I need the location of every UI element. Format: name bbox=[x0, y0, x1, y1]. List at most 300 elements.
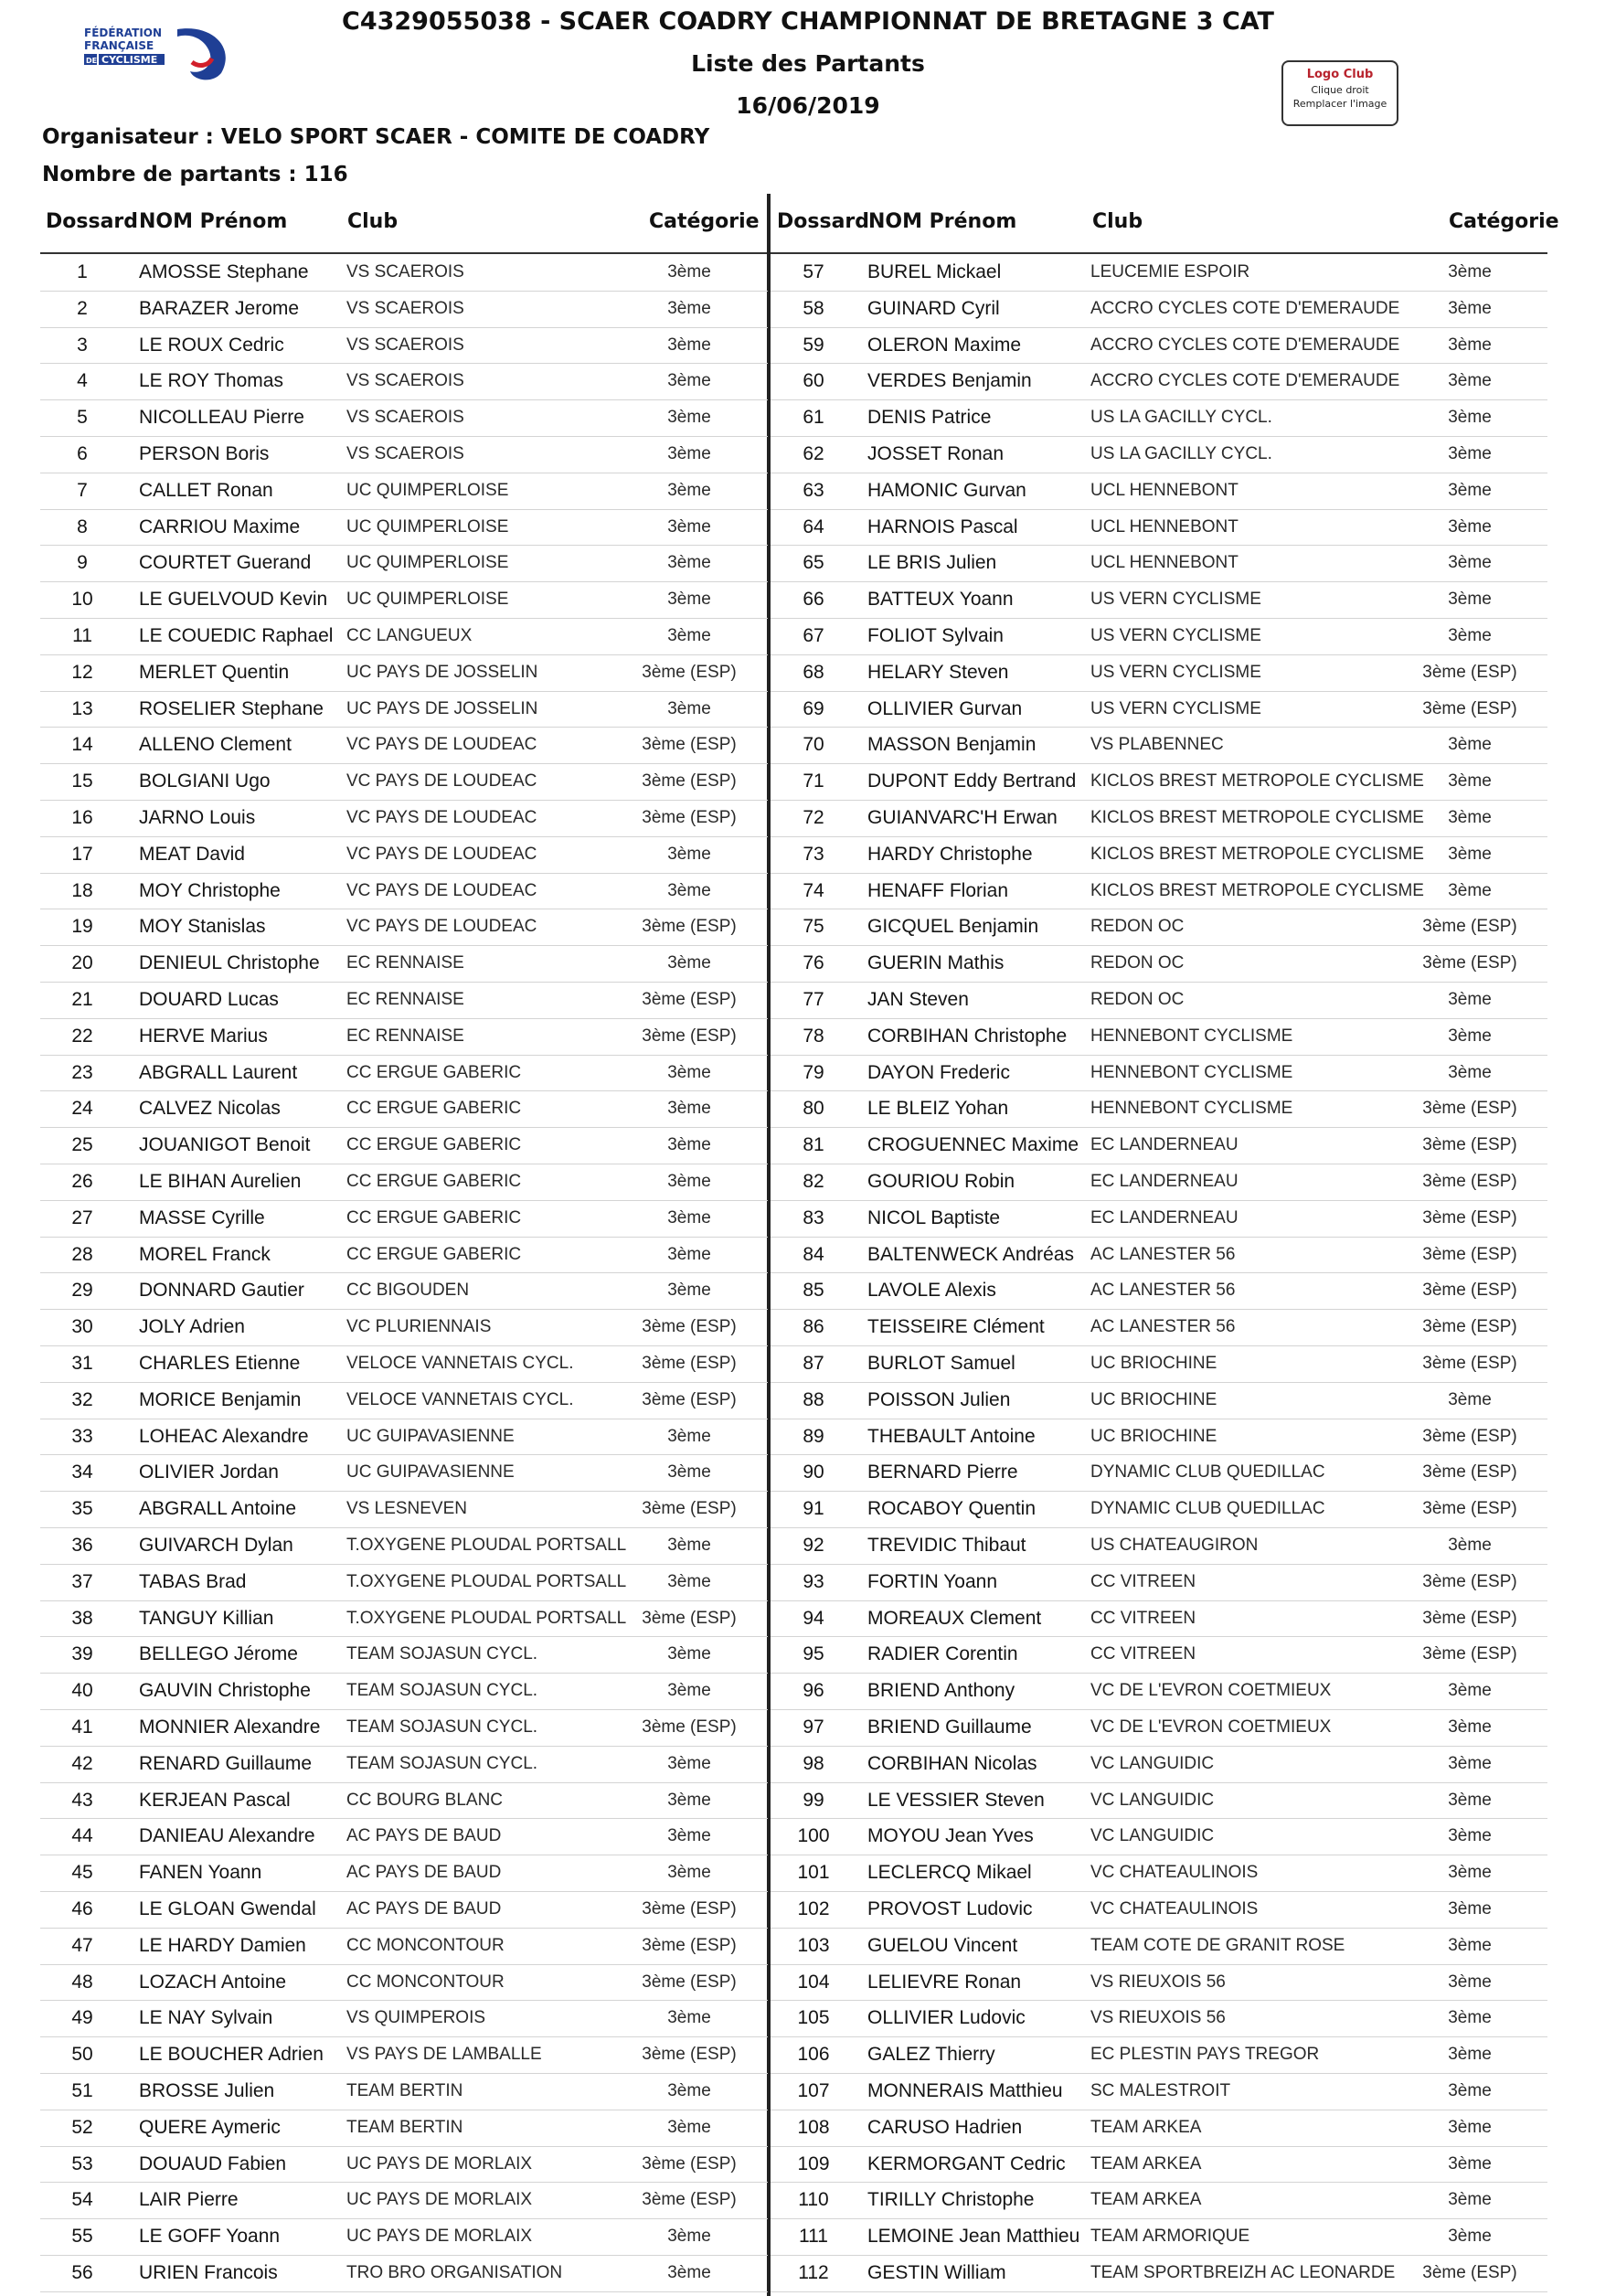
participant-row bbox=[771, 2036, 1547, 2074]
dossard-number: 91 bbox=[803, 1498, 824, 1520]
participant-club: AC LANESTER 56 bbox=[1090, 1244, 1236, 1264]
participant-club: T.OXYGENE PLOUDAL PORTSALL bbox=[346, 1571, 627, 1591]
dossard-number: 32 bbox=[71, 1388, 93, 1410]
dossard-number: 90 bbox=[803, 1462, 824, 1483]
dossard-number: 5 bbox=[77, 407, 88, 429]
participant-category: 3ème (ESP) bbox=[642, 1608, 737, 1628]
dossard-number: 34 bbox=[71, 1462, 93, 1483]
participant-category: 3ème (ESP) bbox=[642, 2190, 737, 2210]
participant-name: GICQUEL Benjamin bbox=[867, 916, 1039, 938]
dossard-number: 80 bbox=[803, 1098, 824, 1120]
participant-name: LELIEVRE Ronan bbox=[867, 1971, 1022, 1993]
participant-club: CC ERGUE GABERIC bbox=[346, 1135, 522, 1155]
participant-name: JARNO Louis bbox=[139, 807, 256, 828]
participant-row bbox=[40, 1382, 768, 1419]
participant-category: 3ème (ESP) bbox=[1422, 662, 1517, 682]
participant-category: 3ème bbox=[667, 1863, 711, 1883]
participant-category: 3ème (ESP) bbox=[1422, 1281, 1517, 1301]
participant-name: BELLEGO Jérome bbox=[139, 1643, 298, 1665]
participant-category: 3ème (ESP) bbox=[1422, 698, 1517, 718]
participant-club: VC PAYS DE LOUDEAC bbox=[346, 880, 537, 900]
participant-row bbox=[771, 727, 1547, 764]
svg-text:FÉDÉRATION: FÉDÉRATION bbox=[84, 27, 163, 39]
participant-row bbox=[40, 1491, 768, 1528]
participant-name: MERLET Quentin bbox=[139, 661, 290, 683]
dossard-number: 103 bbox=[797, 1934, 830, 1956]
participant-category: 3ème bbox=[1448, 1790, 1492, 1810]
participant-club: REDON OC bbox=[1090, 953, 1185, 973]
participant-name: LE BRIS Julien bbox=[867, 552, 997, 574]
participant-club: CC BIGOUDEN bbox=[346, 1281, 470, 1301]
participant-name: VERDES Benjamin bbox=[867, 370, 1032, 392]
participant-category: 3ème bbox=[1448, 262, 1492, 282]
participant-category: 3ème bbox=[667, 298, 711, 318]
participant-category: 3ème bbox=[1448, 808, 1492, 827]
participant-count: Nombre de partants : 116 bbox=[42, 163, 348, 186]
participant-club: TRO BRO ORGANISATION bbox=[346, 2263, 563, 2282]
participant-name: CORBIHAN Nicolas bbox=[867, 1752, 1037, 1774]
participant-category: 3ème (ESP) bbox=[642, 1899, 737, 1919]
dossard-number: 48 bbox=[71, 1971, 93, 1993]
participant-name: PROVOST Ludovic bbox=[867, 1898, 1033, 1919]
participant-club: UC PAYS DE MORLAIX bbox=[346, 2190, 533, 2210]
participant-club: CC ERGUE GABERIC bbox=[346, 1244, 522, 1264]
participant-category: 3ème bbox=[1448, 1826, 1492, 1846]
header-nom: NOM Prénom bbox=[139, 210, 288, 233]
participant-category: 3ème bbox=[1448, 2008, 1492, 2028]
participant-name: DONNARD Gautier bbox=[139, 1280, 304, 1302]
dossard-number: 19 bbox=[71, 916, 93, 938]
participant-club: CC LANGUEUX bbox=[346, 626, 473, 645]
dossard-number: 65 bbox=[803, 552, 824, 574]
participant-row bbox=[771, 1237, 1547, 1274]
participant-name: QUERE Aymeric bbox=[139, 2116, 281, 2138]
participant-name: AMOSSE Stephane bbox=[139, 261, 309, 282]
participant-row bbox=[40, 1818, 768, 1855]
participant-row bbox=[40, 1018, 768, 1056]
participant-name: CALVEZ Nicolas bbox=[139, 1098, 281, 1120]
participant-category: 3ème (ESP) bbox=[1422, 1135, 1517, 1155]
participant-name: CARRIOU Maxime bbox=[139, 516, 301, 537]
participant-row bbox=[40, 654, 768, 692]
dossard-number: 25 bbox=[71, 1134, 93, 1156]
participant-club: TEAM COTE DE GRANIT ROSE bbox=[1090, 1935, 1345, 1955]
participant-row bbox=[771, 1600, 1547, 1638]
dossard-number: 35 bbox=[71, 1498, 93, 1520]
dossard-number: 76 bbox=[803, 952, 824, 974]
participant-category: 3ème (ESP) bbox=[1422, 1462, 1517, 1483]
participant-name: FORTIN Yoann bbox=[867, 1570, 998, 1592]
participant-category: 3ème bbox=[1448, 1972, 1492, 1992]
participant-row bbox=[771, 436, 1547, 473]
participant-club: TEAM BERTIN bbox=[346, 2117, 463, 2137]
participant-category: 3ème bbox=[667, 1172, 711, 1191]
participant-name: HENAFF Florian bbox=[867, 879, 1009, 901]
participant-row bbox=[40, 836, 768, 874]
participant-name: ABGRALL Antoine bbox=[139, 1498, 296, 1520]
participant-row bbox=[40, 691, 768, 728]
dossard-number: 27 bbox=[71, 1206, 93, 1228]
participant-name: OLIVIER Jordan bbox=[139, 1462, 279, 1483]
dossard-number: 106 bbox=[797, 2044, 830, 2066]
participant-club: UC BRIOCHINE bbox=[1090, 1426, 1217, 1446]
participant-club: DYNAMIC CLUB QUEDILLAC bbox=[1090, 1462, 1325, 1483]
dossard-number: 31 bbox=[71, 1353, 93, 1374]
header-dossard: Dossard bbox=[777, 210, 870, 233]
participant-club: TEAM SOJASUN CYCL. bbox=[346, 1644, 538, 1664]
participant-row bbox=[40, 581, 768, 619]
participant-club: VC PAYS DE LOUDEAC bbox=[346, 917, 537, 937]
dossard-number: 6 bbox=[77, 443, 88, 464]
participant-club: CC VITREEN bbox=[1090, 1608, 1196, 1628]
participant-row bbox=[771, 1673, 1547, 1710]
participant-name: BRIEND Guillaume bbox=[867, 1717, 1032, 1738]
participant-club: VS PAYS DE LAMBALLE bbox=[346, 2045, 542, 2065]
participant-club: KICLOS BREST METROPOLE CYCLISME bbox=[1090, 771, 1424, 792]
participant-name: HAMONIC Gurvan bbox=[867, 479, 1026, 501]
participant-category: 3ème bbox=[667, 2117, 711, 2137]
participant-category: 3ème (ESP) bbox=[1422, 953, 1517, 973]
participant-category: 3ème bbox=[667, 626, 711, 645]
dossard-number: 26 bbox=[71, 1171, 93, 1192]
dossard-number: 18 bbox=[71, 879, 93, 901]
participant-row bbox=[40, 618, 768, 655]
participant-category: 3ème (ESP) bbox=[642, 1717, 737, 1737]
participant-name: DENIS Patrice bbox=[867, 407, 992, 429]
participant-name: MONNIER Alexandre bbox=[139, 1717, 321, 1738]
participant-name: TABAS Brad bbox=[139, 1570, 247, 1592]
participant-category: 3ème bbox=[1448, 590, 1492, 610]
dossard-number: 20 bbox=[71, 952, 93, 974]
dossard-number: 81 bbox=[803, 1134, 824, 1156]
participant-club: UCL HENNEBONT bbox=[1090, 516, 1239, 537]
dossard-number: 86 bbox=[803, 1316, 824, 1338]
participant-row bbox=[771, 1928, 1547, 1965]
participant-row bbox=[40, 727, 768, 764]
participant-row bbox=[40, 909, 768, 946]
dossard-number: 37 bbox=[71, 1570, 93, 1592]
participant-category: 3ème bbox=[667, 1790, 711, 1810]
dossard-number: 88 bbox=[803, 1388, 824, 1410]
participant-category: 3ème bbox=[667, 553, 711, 573]
participant-category: 3ème bbox=[1448, 880, 1492, 900]
participant-row bbox=[771, 836, 1547, 874]
participant-category: 3ème bbox=[667, 1099, 711, 1119]
participant-club: UC GUIPAVASIENNE bbox=[346, 1426, 515, 1446]
dossard-number: 41 bbox=[71, 1717, 93, 1738]
participant-club: TEAM SPORTBREIZH AC LEONARDE bbox=[1090, 2263, 1396, 2282]
participant-row bbox=[40, 1419, 768, 1456]
participant-row bbox=[771, 1891, 1547, 1929]
participant-category: 3ème (ESP) bbox=[1422, 2263, 1517, 2282]
participant-name: GUERIN Mathis bbox=[867, 952, 1005, 974]
participant-category: 3ème bbox=[1448, 771, 1492, 792]
dossard-number: 38 bbox=[71, 1607, 93, 1629]
participant-category: 3ème (ESP) bbox=[1422, 1244, 1517, 1264]
dossard-number: 44 bbox=[71, 1825, 93, 1847]
participant-category: 3ème bbox=[667, 1426, 711, 1446]
participant-row bbox=[771, 399, 1547, 437]
participant-row bbox=[771, 1018, 1547, 1056]
participant-row bbox=[40, 1964, 768, 2002]
participant-name: LE VESSIER Steven bbox=[867, 1789, 1045, 1811]
participant-category: 3ème bbox=[1448, 2045, 1492, 2065]
participant-name: CROGUENNEC Maxime bbox=[867, 1134, 1079, 1156]
participant-category: 3ème (ESP) bbox=[1422, 1571, 1517, 1591]
dossard-number: 108 bbox=[797, 2116, 830, 2138]
participant-name: CHARLES Etienne bbox=[139, 1353, 301, 1374]
participant-row bbox=[771, 1564, 1547, 1601]
participant-category: 3ème (ESP) bbox=[1422, 1426, 1517, 1446]
participant-name: BRIEND Anthony bbox=[867, 1680, 1015, 1702]
participant-name: COURTET Guerand bbox=[139, 552, 312, 574]
dossard-number: 78 bbox=[803, 1025, 824, 1047]
participant-row bbox=[771, 1164, 1547, 1201]
participant-category: 3ème bbox=[667, 335, 711, 355]
participant-name: BURLOT Samuel bbox=[867, 1353, 1015, 1374]
dossard-number: 77 bbox=[803, 989, 824, 1010]
participant-row bbox=[40, 1200, 768, 1238]
participant-club: AC LANESTER 56 bbox=[1090, 1281, 1236, 1301]
participant-name: ROSELIER Stephane bbox=[139, 697, 324, 719]
participant-category: 3ème bbox=[1448, 1681, 1492, 1701]
dossard-number: 51 bbox=[71, 2080, 93, 2101]
participant-category: 3ème bbox=[1448, 1753, 1492, 1773]
participant-category: 3ème (ESP) bbox=[1422, 1499, 1517, 1519]
participant-category: 3ème bbox=[667, 371, 711, 391]
participant-category: 3ème bbox=[667, 1536, 711, 1555]
participant-name: LE GUELVOUD Kevin bbox=[139, 589, 328, 611]
participant-category: 3ème bbox=[1448, 553, 1492, 573]
dossard-number: 109 bbox=[797, 2152, 830, 2174]
participant-name: DUPONT Eddy Bertrand bbox=[867, 771, 1077, 792]
dossard-number: 95 bbox=[803, 1643, 824, 1665]
participant-row bbox=[771, 763, 1547, 801]
participant-category: 3ème bbox=[667, 2263, 711, 2282]
participant-row bbox=[771, 2218, 1547, 2256]
participant-row bbox=[40, 545, 768, 582]
participant-club: UC BRIOCHINE bbox=[1090, 1354, 1217, 1373]
dossard-number: 11 bbox=[72, 625, 92, 646]
participant-name: LE ROY Thomas bbox=[139, 370, 283, 392]
participant-club: TEAM SOJASUN CYCL. bbox=[346, 1681, 538, 1701]
participant-club: US VERN CYCLISME bbox=[1090, 626, 1261, 645]
participant-club: VS QUIMPEROIS bbox=[346, 2008, 486, 2028]
participant-category: 3ème (ESP) bbox=[642, 917, 737, 937]
dossard-number: 46 bbox=[71, 1898, 93, 1919]
federation-logo-graphic bbox=[75, 20, 239, 86]
participant-row bbox=[40, 1636, 768, 1674]
participant-category: 3ème bbox=[1448, 298, 1492, 318]
participant-club: VC LANGUIDIC bbox=[1090, 1753, 1215, 1773]
participant-club: VC CHATEAULINOIS bbox=[1090, 1863, 1259, 1883]
participant-name: BATTEUX Yoann bbox=[867, 589, 1014, 611]
participant-name: OLERON Maxime bbox=[867, 334, 1022, 356]
participant-row bbox=[40, 1309, 768, 1346]
participant-row bbox=[40, 1345, 768, 1383]
participant-club: VC PAYS DE LOUDEAC bbox=[346, 844, 537, 864]
dossard-number: 14 bbox=[71, 734, 93, 756]
participant-category: 3ème bbox=[667, 1244, 711, 1264]
participant-category: 3ème bbox=[667, 1644, 711, 1664]
participant-club: UC GUIPAVASIENNE bbox=[346, 1462, 515, 1483]
svg-text:CYCLISME: CYCLISME bbox=[101, 54, 158, 66]
participant-category: 3ème (ESP) bbox=[1422, 1207, 1517, 1228]
participant-name: HARNOIS Pascal bbox=[867, 516, 1018, 537]
dossard-number: 105 bbox=[797, 2007, 830, 2029]
participant-category: 3ème (ESP) bbox=[642, 990, 737, 1009]
dossard-number: 67 bbox=[803, 625, 824, 646]
participant-club: ACCRO CYCLES COTE D'EMERAUDE bbox=[1090, 298, 1400, 318]
participant-category: 3ème bbox=[1448, 1062, 1492, 1082]
participant-name: OLLIVIER Gurvan bbox=[867, 697, 1023, 719]
participant-category: 3ème (ESP) bbox=[642, 771, 737, 792]
participant-category: 3ème bbox=[667, 698, 711, 718]
dossard-number: 4 bbox=[77, 370, 88, 392]
participant-category: 3ème (ESP) bbox=[1422, 1644, 1517, 1664]
participant-name: LE GOFF Yoann bbox=[139, 2226, 281, 2248]
participant-row bbox=[40, 2182, 768, 2219]
dossard-number: 62 bbox=[803, 443, 824, 464]
participant-category: 3ème (ESP) bbox=[642, 1972, 737, 1992]
participant-category: 3ème bbox=[1448, 2227, 1492, 2247]
participant-club: TEAM BERTIN bbox=[346, 2081, 463, 2100]
participant-club: TEAM ARMORIQUE bbox=[1090, 2227, 1250, 2247]
participant-club: HENNEBONT CYCLISME bbox=[1090, 1026, 1293, 1046]
participant-row bbox=[771, 509, 1547, 547]
participant-row bbox=[771, 1746, 1547, 1783]
dossard-number: 60 bbox=[803, 370, 824, 392]
participant-row bbox=[40, 509, 768, 547]
participant-category: 3ème bbox=[667, 408, 711, 428]
dossard-number: 104 bbox=[797, 1971, 830, 1993]
dossard-number: 93 bbox=[803, 1570, 824, 1592]
participant-club: EC PLESTIN PAYS TREGOR bbox=[1090, 2045, 1320, 2065]
participant-row bbox=[40, 2073, 768, 2110]
dossard-number: 1 bbox=[77, 261, 88, 282]
participant-row bbox=[771, 1855, 1547, 1892]
participant-row bbox=[771, 1964, 1547, 2002]
dossard-number: 72 bbox=[803, 807, 824, 828]
dossard-number: 69 bbox=[803, 697, 824, 719]
dossard-number: 50 bbox=[71, 2044, 93, 2066]
participant-name: TANGUY Killian bbox=[139, 1607, 274, 1629]
participant-row bbox=[40, 254, 768, 292]
dossard-number: 43 bbox=[71, 1789, 93, 1811]
participant-category: 3ème bbox=[1448, 371, 1492, 391]
participant-name: BUREL Mickael bbox=[867, 261, 1002, 282]
participant-category: 3ème bbox=[667, 1826, 711, 1846]
dossard-number: 110 bbox=[798, 2189, 829, 2211]
participant-club: T.OXYGENE PLOUDAL PORTSALL bbox=[346, 1536, 627, 1555]
participant-name: GAUVIN Christophe bbox=[139, 1680, 311, 1702]
participant-name: LE NAY Sylvain bbox=[139, 2007, 273, 2029]
participant-club: VC CHATEAULINOIS bbox=[1090, 1899, 1259, 1919]
header-club: Club bbox=[347, 210, 399, 233]
dossard-number: 61 bbox=[803, 407, 824, 429]
participant-name: JOUANIGOT Benoit bbox=[139, 1134, 311, 1156]
dossard-number: 28 bbox=[71, 1243, 93, 1265]
participant-category: 3ème bbox=[667, 844, 711, 864]
participant-category: 3ème bbox=[1448, 480, 1492, 500]
club-logo-hint-2: Remplacer l'image bbox=[1292, 98, 1387, 110]
participant-club: ACCRO CYCLES COTE D'EMERAUDE bbox=[1090, 335, 1400, 355]
participant-category: 3ème (ESP) bbox=[642, 1317, 737, 1337]
svg-text:DE: DE bbox=[86, 57, 98, 65]
participant-club: UC PAYS DE JOSSELIN bbox=[346, 662, 538, 682]
dossard-number: 63 bbox=[803, 479, 824, 501]
svg-text:FRANÇAISE: FRANÇAISE bbox=[84, 39, 154, 52]
dossard-number: 73 bbox=[803, 843, 824, 865]
participant-row bbox=[771, 1454, 1547, 1492]
participant-club: EC LANDERNEAU bbox=[1090, 1207, 1239, 1228]
participant-name: LE ROUX Cedric bbox=[139, 334, 284, 356]
participant-name: NICOLLEAU Pierre bbox=[139, 407, 304, 429]
participant-name: MOREAUX Clement bbox=[867, 1607, 1042, 1629]
participant-name: MOREL Franck bbox=[139, 1243, 271, 1265]
dossard-number: 92 bbox=[803, 1535, 824, 1556]
dossard-number: 59 bbox=[803, 334, 824, 356]
dossard-number: 71 bbox=[803, 771, 824, 792]
participant-row bbox=[771, 618, 1547, 655]
participant-category: 3ème bbox=[1448, 1717, 1492, 1737]
participant-row bbox=[40, 1746, 768, 1783]
participant-row bbox=[40, 800, 768, 837]
participant-category: 3ème bbox=[1448, 1026, 1492, 1046]
participant-club: US LA GACILLY CYCL. bbox=[1090, 408, 1272, 428]
participant-club: US VERN CYCLISME bbox=[1090, 698, 1261, 718]
participant-name: CORBIHAN Christophe bbox=[867, 1025, 1068, 1047]
dossard-number: 40 bbox=[71, 1680, 93, 1702]
participant-row bbox=[40, 473, 768, 510]
participant-category: 3ème bbox=[667, 953, 711, 973]
participant-club: US VERN CYCLISME bbox=[1090, 590, 1261, 610]
dossard-number: 56 bbox=[71, 2262, 93, 2283]
participant-row bbox=[771, 691, 1547, 728]
dossard-number: 68 bbox=[803, 661, 824, 683]
dossard-number: 17 bbox=[71, 843, 93, 865]
dossard-number: 15 bbox=[71, 771, 93, 792]
participant-row bbox=[40, 327, 768, 365]
dossard-number: 2 bbox=[77, 297, 88, 319]
federation-logo bbox=[75, 20, 239, 86]
participant-row bbox=[40, 436, 768, 473]
participant-name: JOLY Adrien bbox=[139, 1316, 245, 1338]
participant-category: 3ème (ESP) bbox=[642, 1935, 737, 1955]
participant-category: 3ème (ESP) bbox=[1422, 1354, 1517, 1373]
participant-club: VS SCAEROIS bbox=[346, 262, 464, 282]
participant-category: 3ème bbox=[1448, 335, 1492, 355]
participant-name: POISSON Julien bbox=[867, 1388, 1011, 1410]
participant-category: 3ème bbox=[667, 2081, 711, 2100]
participant-name: GALEZ Thierry bbox=[867, 2044, 995, 2066]
participant-category: 3ème bbox=[1448, 408, 1492, 428]
participant-row bbox=[40, 291, 768, 328]
dossard-number: 101 bbox=[797, 1862, 830, 1884]
participant-club: CC BOURG BLANC bbox=[346, 1790, 504, 1810]
participant-club: UC QUIMPERLOISE bbox=[346, 590, 509, 610]
participant-row bbox=[771, 473, 1547, 510]
participant-name: HERVE Marius bbox=[139, 1025, 268, 1047]
participant-row bbox=[40, 1782, 768, 1820]
participant-name: LOZACH Antoine bbox=[139, 1971, 287, 1993]
participant-row bbox=[40, 1127, 768, 1164]
participant-row bbox=[771, 2255, 1547, 2292]
participant-club: CC ERGUE GABERIC bbox=[346, 1207, 522, 1228]
participant-club: UC BRIOCHINE bbox=[1090, 1389, 1217, 1409]
dossard-number: 70 bbox=[803, 734, 824, 756]
participant-name: CARUSO Hadrien bbox=[867, 2116, 1023, 2138]
